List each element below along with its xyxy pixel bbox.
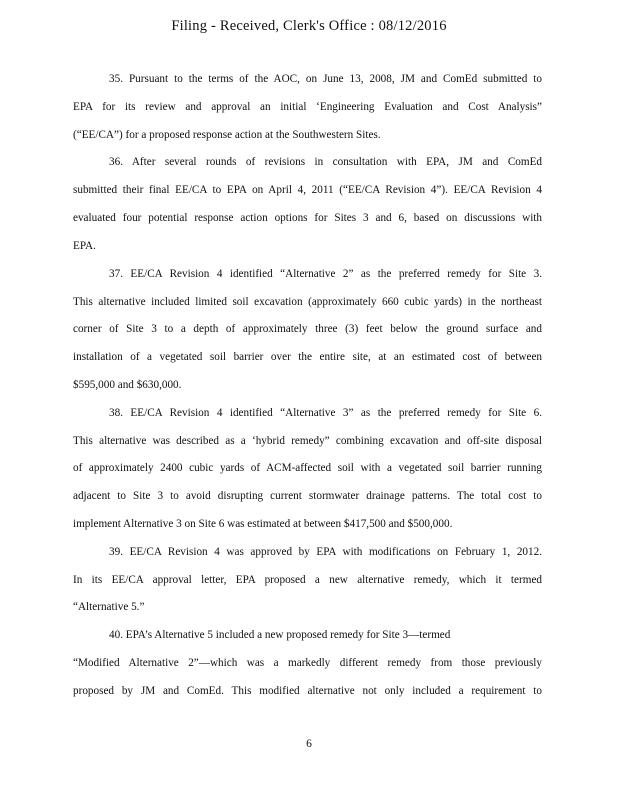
filing-header: Filing - Received, Clerk's Office : 08/12/2016	[171, 18, 447, 34]
paragraph-37-line-4: installation of a vegetated soil barrier over the entire site, at an estimated cost of between	[73, 351, 542, 363]
paragraph-38-line-3: of approximately 2400 cubic yards of ACM-affected soil with a vegetated soil barrier running	[73, 462, 542, 474]
paragraph-37-line-1: 37. EE/CA Revision 4 identified “Alternative 2” as the preferred remedy for Site 3.	[109, 268, 542, 280]
paragraph-37-line-5: $595,000 and $630,000.	[73, 379, 182, 391]
paragraph-35-line-1: 35. Pursuant to the terms of the AOC, on June 13, 2008, JM and ComEd submitted to	[109, 73, 542, 85]
paragraph-40-line-2: “Modified Alternative 2”—which was a markedly different remedy from those previously	[73, 657, 542, 669]
paragraph-37-line-3: corner of Site 3 to a depth of approximately three (3) feet below the ground surface and	[73, 323, 542, 335]
paragraph-39-line-3: “Alternative 5.”	[73, 601, 145, 613]
paragraph-40-line-3: proposed by JM and ComEd. This modified alternative not only included a requirement to	[73, 685, 542, 697]
paragraph-36-line-4: EPA.	[73, 240, 96, 252]
paragraph-36-line-3: evaluated four potential response action options for Sites 3 and 6, based on discussions with	[73, 212, 542, 224]
paragraph-38-line-5: implement Alternative 3 on Site 6 was estimated at between $417,500 and $500,000.	[73, 518, 453, 530]
paragraph-40-line-1: 40. EPA’s Alternative 5 included a new proposed remedy for Site 3—termed	[109, 629, 451, 641]
paragraph-36-line-1: 36. After several rounds of revisions in consultation with EPA, JM and ComEd	[109, 156, 542, 168]
paragraph-35-line-2: EPA for its review and approval an initial ‘Engineering Evaluation and Cost Analysis”	[73, 101, 542, 113]
paragraph-35-line-3: (“EE/CA”) for a proposed response action at the Southwestern Sites.	[73, 129, 381, 141]
paragraph-39-line-2: In its EE/CA approval letter, EPA proposed a new alternative remedy, which it termed	[73, 574, 542, 586]
paragraph-39-line-1: 39. EE/CA Revision 4 was approved by EPA with modifications on February 1, 2012.	[109, 546, 542, 558]
paragraph-36-line-2: submitted their final EE/CA to EPA on April 4, 2011 (“EE/CA Revision 4”). EE/CA Revision 4	[73, 184, 542, 196]
page-number: 6	[306, 738, 312, 750]
paragraph-38-line-2: This alternative was described as a ‘hybrid remedy” combining excavation and off-site disposal	[73, 435, 542, 447]
paragraph-37-line-2: This alternative included limited soil excavation (approximately 660 cubic yards) in the northeast	[73, 296, 542, 308]
paragraph-38-line-1: 38. EE/CA Revision 4 identified “Alternative 3” as the preferred remedy for Site 6.	[109, 407, 542, 419]
paragraph-38-line-4: adjacent to Site 3 to avoid disrupting current stormwater drainage patterns. The total cost to	[73, 490, 542, 502]
